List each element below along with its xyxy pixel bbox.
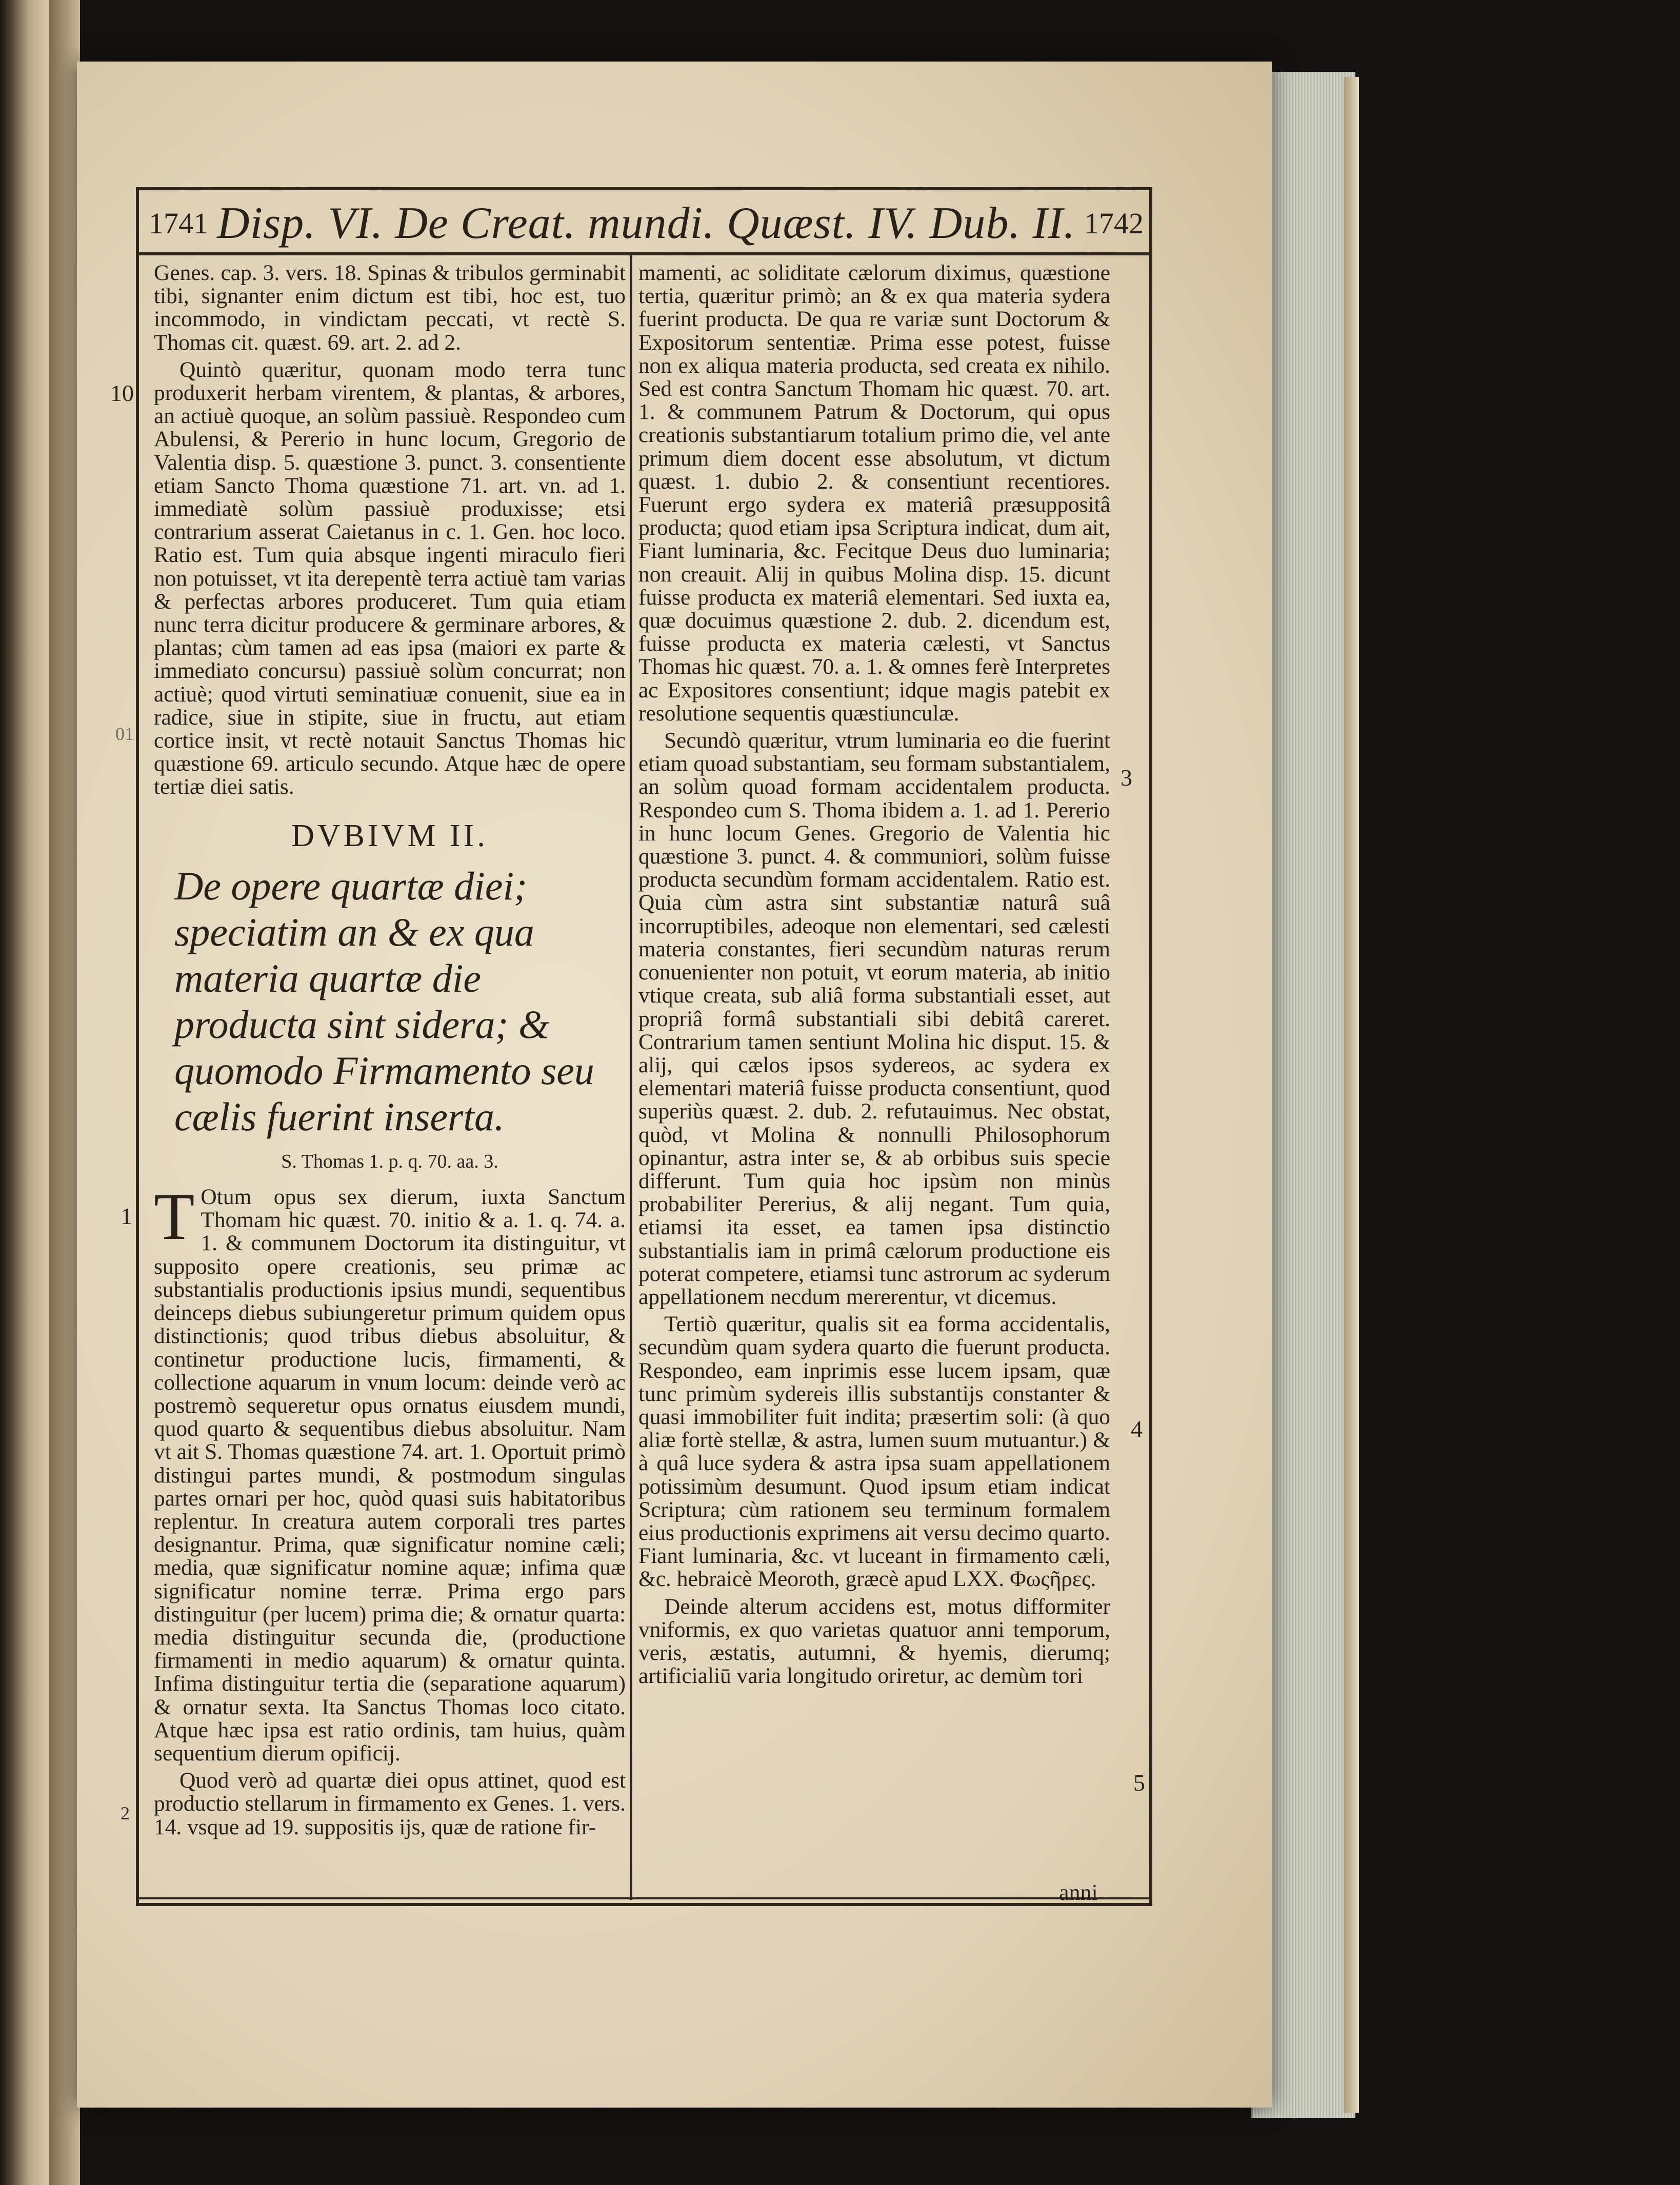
paragraph: Genes. cap. 3. vers. 18. Spinas & tribulos germinabit tibi, signanter enim dictum est tibi, hoc est, tuo incommodo, in vindictam peccati, vt rectè S. Thomas cit. quæst. 69. art. 2. ad 2. bbox=[154, 260, 626, 355]
paragraph: Secundò quæritur, vtrum luminaria eo die fuerint etiam quoad substantiam, seu formam substantialem, an solùm quoad formam accidentalem producta. Respondeo cum S. Thoma ibidem a. 1. ad 1. Pererio in hunc locum Genes. Gregorio de Valentia hic quæstione 3. punct. 4. & communiori, solùm fuisse producta secundùm formam accidentalem. Ratio est. Quia cùm astra sint substantiæ naturâ suâ incorruptibiles, adeoque non elementari, sed cælesti materia constantes, fieri secundùm naturas rerum conuenienter non potuit, vt eorum materia, ab initio vtique creata, sub aliâ forma substantiali esset, aut propriâ formâ substantiali sibi debitâ careret. Contrarium tamen sentiunt Molina hic disput. 15. & alij, qui cælos ipsos sydereos, ac sydera ex elementari materiâ fuisse producta consentiunt, quod superiùs quæst. 2. dub. 2. refutauimus. Nec obstat, quòd, vt Molina & nonnulli Philosophorum opinantur, astra inter se, & ab orbibus suis specie differunt. Tum quia hoc ipsùm non minùs probabiliter Pererius, & alij negant. Tum quia, etiamsi ita esset, ea tamen ipsa distinctio substantialis iam in primâ cælorum productione eis poterat competere, etiamsi tunc astrorum ac syderum appellationem necdum mererentur, vt dicemus. bbox=[638, 728, 1110, 1309]
paragraph bbox=[154, 1180, 626, 1766]
header-rule bbox=[138, 252, 1149, 255]
margin-number: 2 bbox=[121, 1803, 130, 1823]
paragraph: Tertiò quæritur, qualis sit ea forma accidentalis, secundùm quam sydera quarto die fuerunt producta. Respondeo, eam inprimis esse lucem ipsam, quæ tunc primùm sydereis illis substantijs constanter & quasi immobiliter fuit indita; præsertim soli: (à quo aliæ fortè stellæ, & astra, lumen suum mutuantur.) & à quâ luce sydera & astra ipsa suam appellationem potissimùm desumunt. Quod ipsum etiam indicat Scriptura; cùm rationem seu terminum formalem eius productionis exprimens ait versu decimo quarto. Fiant luminaria, &c. vt luceant in firmamento cæli, &c. hebraicè Meoroth, græcè apud LXX. Φωςῆρες. bbox=[638, 1312, 1110, 1592]
footer-rule bbox=[138, 1897, 1149, 1899]
column-divider bbox=[630, 254, 632, 1900]
running-header bbox=[149, 195, 1144, 251]
left-column bbox=[154, 262, 626, 1843]
facing-page-edge bbox=[0, 0, 49, 2185]
paragraph: Deinde alterum accidens est, motus difformiter vniformis, ex quo varietas quatuor anni temporum, veris, æstatis, autumni, & hyemis, dierumq; artificialiū varia longitudo oriretur, ac demùm tori bbox=[638, 1594, 1110, 1689]
book-gutter bbox=[49, 0, 80, 2185]
catchword: anni bbox=[1059, 1880, 1098, 1905]
running-title: Disp. VI. De Creat. mundi. Quæst. IV. Dub. II. bbox=[217, 198, 1075, 248]
right-page-number: 1742 bbox=[1084, 206, 1144, 240]
section-heading: DVBIVM II. bbox=[291, 818, 488, 853]
margin-number: 5 bbox=[1133, 1770, 1145, 1796]
margin-number: 01 bbox=[115, 724, 134, 744]
margin-number: 1 bbox=[121, 1203, 132, 1229]
drop-capital: T bbox=[154, 1180, 195, 1254]
paragraph: mamenti, ac soliditate cælorum diximus, quæstione tertia, quæritur primò; an & ex qua materia sydera fuerint producta. De qua re variæ sunt Doctorum & Expositorum sententiæ. Prima esse potest, fuisse non ex aliqua materia producta, sed creata ex nihilo. Sed est contra Sanctum Thomam hic quæst. 70. art. 1. & communem Patrum & Doctorum, qui opus creationis substantiarum totalium primo die, vel ante primum diem docent esse absolutum, vt dictum quæst. 1. dubio 2. & consentiunt recentiores. Fuerunt ergo sydera ex materiâ præsuppositâ producta; quod etiam ipsa Scriptura indicat, dum ait, Fiant luminaria, &c. Fecitque Deus duo luminaria; non creauit. Alij in quibus Molina disp. 15. dicunt fuisse producta ex materiâ elementari. Sed iuxta ea, quæ docuimus quæstione 2. dub. 2. dicendum est, fuisse producta ex materia cælesti, vt Sanctus Thomas hic quæst. 70. a. 1. & omnes ferè Interpretes ac Expositores consentiunt; idque magis patebit ex resolutione sequentis quæstiunculæ. bbox=[638, 260, 1110, 726]
margin-number: 10 bbox=[110, 380, 134, 406]
vellum-cover-edge bbox=[1344, 77, 1359, 2113]
section-reference: S. Thomas 1. p. q. 70. aa. 3. bbox=[281, 1150, 498, 1172]
paragraph: Quod verò ad quartæ diei opus attinet, quod est productio stellarum in firmamento ex Genes. 1. vers. 14. vsque ad 19. suppositis ijs, quæ de ratione fir- bbox=[154, 1768, 626, 1839]
paragraph: Quintò quæritur, quonam modo terra tunc produxerit herbam virentem, & plantas, & arbores, an actiuè quoque, an solùm passiuè. Respondeo cum Abulensi, & Pererio in hunc locum, Gregorio de Valentia disp. 5. quæstione 3. punct. 3. consentiente etiam Sancto Thoma quæstione 71. art. vn. ad 1. immediatè solùm passiuè produxisse; etsi contrarium asserat Caietanus in c. 1. Gen. hoc loco. Ratio est. Tum quia absque ingenti miraculo fieri non potuisset, vt ita derepentè terra actiuè tam varias & perfectas arbores produceret. Tum quia etiam nunc terra dicitur producere & germinare arbores, & plantas; cùm tamen ad eas ipsa (maiori ex parte & immediato concursu) passiuè solùm concurrat; non actiuè; quod virtuti seminatiuæ conuenit, siue ea in radice, siue in stipite, siue in fructu, aut etiam cortice insit, vt rectè notauit Sanctus Thomas hic quæstione 69. articulo secundo. Atque hæc de opere tertiæ diei satis. bbox=[154, 357, 626, 799]
section-title: De opere quartæ diei; speciatim an & ex qua materia quartæ die producta sint sidera; & quomodo Firmamento seu cælis fuerint inserta. bbox=[174, 863, 594, 1139]
margin-number: 4 bbox=[1131, 1416, 1143, 1442]
paragraph-text: Otum opus sex dierum, iuxta Sanctum Thomam hic quæst. 70. initio & a. 1. q. 74. a. 1. & communem Doctorum ita distinguitur, vt supposito opere creationis, seu primæ ac substantialis productionis ipsius mundi, sequentibus deinceps diebus subiungeretur primum quidem opus distinctionis; quod tribus diebus absoluitur, & continetur productione lucis, firmamenti, & collectione aquarum in vnum locum: deinde verò ac postremò sequeretur opus ornatus eiusdem mundi, quod quarto & sequentibus diebus absoluitur. Nam vt ait S. Thomas quæstione 74. art. 1. Oportuit primò distingui partes mundi, & postmodum singulas partes ornari per hoc, quòd quasi suis habitatoribus replentur. In creatura autem corporali tres partes designantur. Prima, quæ significatur nomine cæli; media, quæ significatur nomine aquæ; infima quæ significatur nomine terræ. Prima ergo pars distinguitur (per lucem) prima die; & ornatur quarta: media distinguitur secunda die, (productione firmamenti in medio aquarum) & ornatur quinta. Infima distinguitur tertia die (separatione aquarum) & ornatur sexta. Ita Sanctus Thomas loco citato. Atque hæc ipsa est ratio ordinis, tam huius, quàm sequentium dierum opificij. bbox=[154, 1185, 626, 1766]
right-column bbox=[638, 262, 1110, 1692]
left-page-number: 1741 bbox=[149, 206, 208, 240]
margin-number: 3 bbox=[1121, 765, 1132, 791]
